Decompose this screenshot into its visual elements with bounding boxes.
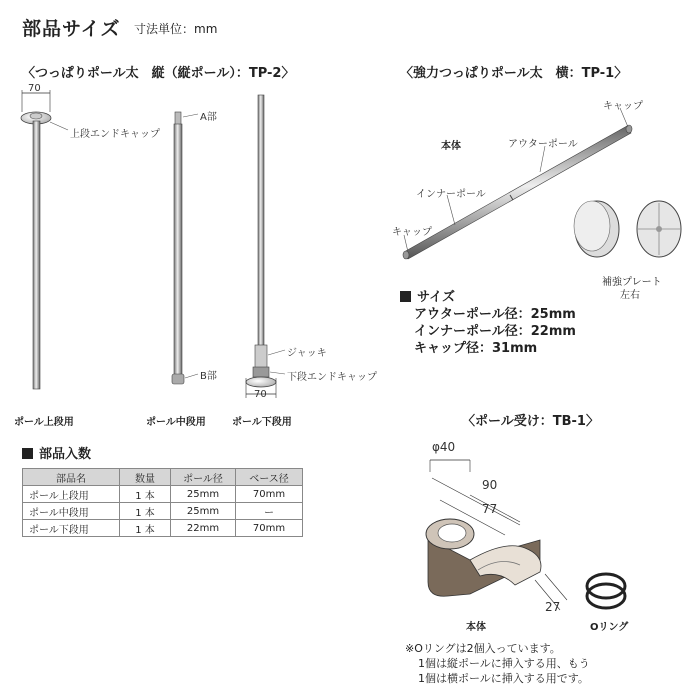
tp1-label-inner: インナーポール <box>416 189 486 200</box>
tb1-note-1: ※Oリングは2個入っています。 <box>405 642 561 655</box>
caption-upper: ポール上段用 <box>14 417 74 428</box>
parts-heading-text: 部品入数 <box>39 447 92 462</box>
tp2-label-lower-cap: 下段エンドキャップ <box>287 372 377 383</box>
table-row <box>23 486 303 503</box>
size-line-inner: インナーポール径：22mm <box>414 324 576 339</box>
size-line-cap: キャップ径：31mm <box>414 341 538 356</box>
col-header: ベース径 <box>236 469 303 486</box>
table-cell: 25mm <box>171 486 236 503</box>
tp1-label-plate-2: 左右 <box>620 290 640 301</box>
size-heading-text: サイズ <box>417 290 455 305</box>
tb1-heading: 〈ポール受け：TB-1〉 <box>462 414 599 429</box>
tb1-label-oring: Oリング <box>590 622 629 633</box>
table-cell: 1 本 <box>120 486 171 503</box>
pole-upper-drawing <box>21 90 68 389</box>
tp1-label-outer: アウターポール <box>508 139 578 150</box>
table-cell: 25mm <box>171 503 236 520</box>
size-heading <box>400 286 455 305</box>
pole-lower-drawing <box>246 95 285 398</box>
tb1-dim-27: 27 <box>545 600 561 614</box>
table-cell: ポール上段用 <box>23 486 120 503</box>
col-header: 数量 <box>120 469 171 486</box>
parts-table <box>22 468 303 537</box>
caption-middle: ポール中段用 <box>146 417 206 428</box>
col-header: ポール径 <box>171 469 236 486</box>
caption-lower: ポール下段用 <box>232 417 292 428</box>
tb1-label-body: 本体 <box>466 622 486 633</box>
tp1-heading: 〈強力つっぱりポール太 横：TP-1〉 <box>400 66 628 81</box>
table-cell: 1 本 <box>120 503 171 520</box>
table-cell: ー <box>236 503 303 520</box>
tp2-dim70-top: 70 <box>28 83 41 94</box>
tp1-label-plate-1: 補強プレート <box>602 277 662 288</box>
table-cell: 70mm <box>236 486 303 503</box>
table-cell: 22mm <box>171 520 236 537</box>
tp1-label-cap-right: キャップ <box>603 101 643 112</box>
tp2-dim70-bottom: 70 <box>254 389 267 400</box>
tp1-label-body: 本体 <box>441 141 461 152</box>
parts-heading <box>22 443 91 462</box>
tp2-label-b: B部 <box>200 371 217 382</box>
square-bullet-icon <box>22 448 33 459</box>
reinforcing-plates-drawing <box>574 201 681 257</box>
size-line-outer: アウターポール径：25mm <box>414 307 576 322</box>
table-row <box>23 503 303 520</box>
table-header-row <box>23 469 303 486</box>
pole-middle-drawing <box>172 112 198 384</box>
page-title: 部品サイズ <box>22 18 121 40</box>
tb1-note-3: 1個は横ポールに挿入する用です。 <box>418 672 589 685</box>
tp2-label-jack: ジャッキ <box>287 348 327 359</box>
table-cell: 1 本 <box>120 520 171 537</box>
table-cell: 70mm <box>236 520 303 537</box>
col-header: 部品名 <box>23 469 120 486</box>
tp2-label-a: A部 <box>200 112 217 123</box>
table-cell: ポール下段用 <box>23 520 120 537</box>
tp1-label-cap-left: キャップ <box>392 227 432 238</box>
square-bullet-icon <box>400 291 411 302</box>
table-row <box>23 520 303 537</box>
table-cell: ポール中段用 <box>23 503 120 520</box>
unit-note: 寸法単位：mm <box>134 22 218 36</box>
tb1-dim-90: 90 <box>482 478 498 492</box>
tb1-dim-77: 77 <box>482 502 498 516</box>
tb1-note-2: 1個は縦ポールに挿入する用、もう <box>418 657 590 670</box>
tp2-heading: 〈つっぱりポール太 縦（縦ポール）：TP-2〉 <box>22 66 295 81</box>
o-rings-drawing <box>587 574 625 608</box>
tp2-label-upper-cap: 上段エンドキャップ <box>70 129 160 140</box>
tb1-dim-phi40: φ40 <box>432 440 456 454</box>
